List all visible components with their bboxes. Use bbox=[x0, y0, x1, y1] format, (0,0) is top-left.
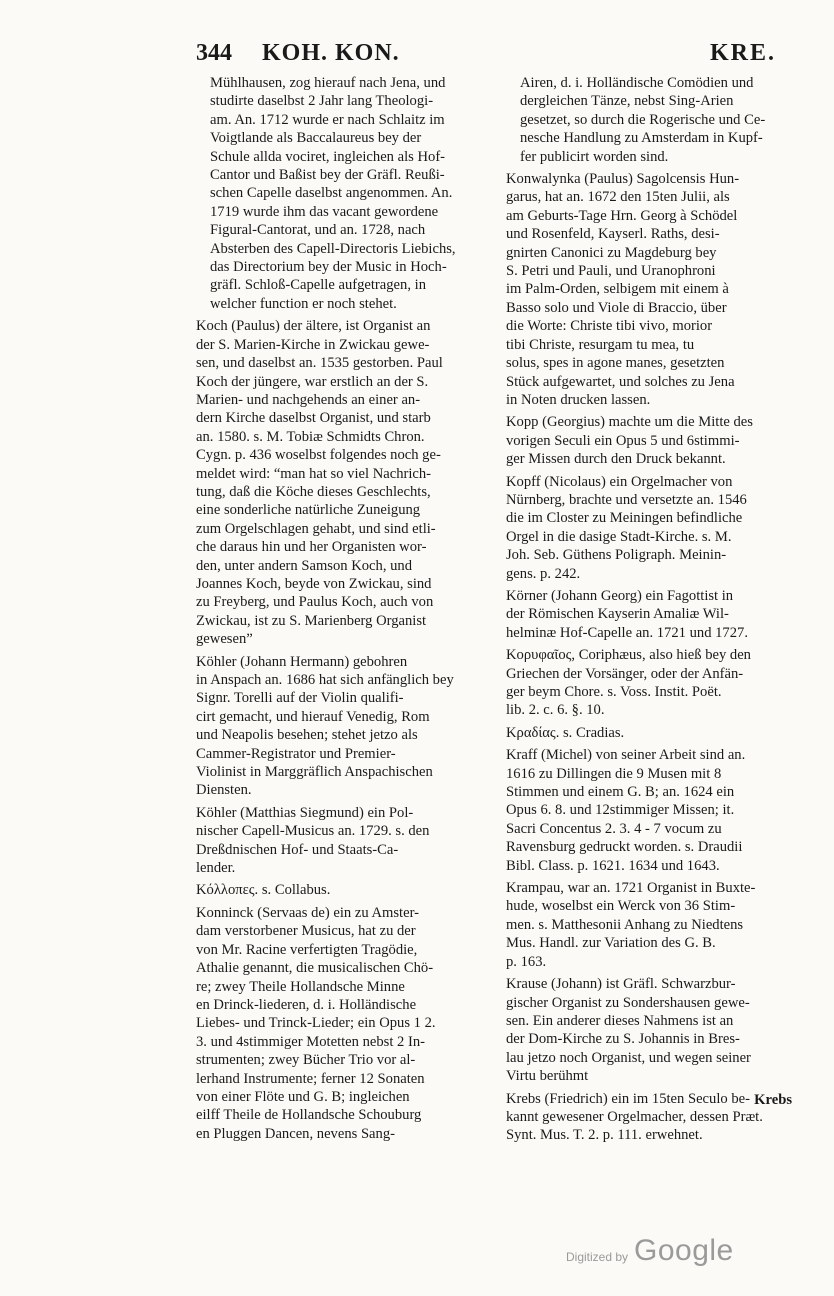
text-line: schen Capelle daselbst angenommen. An. bbox=[210, 185, 453, 202]
text-line: ger beym Chore. s. Voss. Instit. Poët. bbox=[506, 684, 722, 700]
dictionary-entry bbox=[506, 170, 794, 409]
text-line: gesetzet, so durch die Rogerische und Ce- bbox=[520, 111, 766, 128]
text-line: Nürnberg, brachte und versetzte an. 1546 bbox=[506, 491, 747, 508]
text-line: welcher function er noch stehet. bbox=[210, 295, 397, 312]
text-line: garus, hat an. 1672 den 15ten Julii, als bbox=[506, 189, 730, 206]
text-line: Marien- und nachgehends an einer an- bbox=[196, 391, 421, 408]
text-line: en Pluggen Dancen, nevens Sang- bbox=[196, 1125, 395, 1142]
text-line: Opus 6. 8. und 12stimmiger Missen; it. bbox=[506, 802, 735, 819]
left-column bbox=[196, 74, 488, 1147]
dictionary-entry bbox=[506, 646, 794, 720]
text-line: Konwalynka (Paulus) Sagolcensis Hun- bbox=[506, 171, 740, 188]
google-logo: Google bbox=[634, 1234, 734, 1267]
text-line: kannt gewesener Orgelmacher, dessen Præt. bbox=[506, 1108, 763, 1125]
text-line: Krampau, war an. 1721 Organist in Buxte- bbox=[506, 880, 756, 897]
text-line: Synt. Mus. T. 2. p. 111. erwehnet. bbox=[506, 1127, 703, 1144]
watermark-prefix: Digitized by bbox=[566, 1250, 629, 1264]
text-line: in Noten drucken lassen. bbox=[506, 391, 651, 408]
text-line: Diensten. bbox=[196, 782, 252, 799]
text-line: Sacri Concentus 2. 3. 4 - 7 vocum zu bbox=[506, 820, 722, 837]
text-line: sen, und daselbst an. 1535 gestorben. Paul bbox=[196, 355, 443, 372]
text-line: dern Kirche daselbst Organist, und starb bbox=[196, 410, 431, 427]
text-line: an. 1580. s. M. Tobiæ Schmidts Chron. bbox=[196, 428, 425, 445]
text-line: ger Missen durch den Druck bekannt. bbox=[506, 451, 726, 468]
text-line: zu Freyberg, und Paulus Koch, auch von bbox=[196, 594, 434, 611]
text-line: gräfl. Schloß-Capelle aufgetragen, in bbox=[210, 277, 426, 294]
text-line: men. s. Matthesonii Anhang zu Niedtens bbox=[506, 916, 744, 933]
text-line: Airen, d. i. Holländische Comödien und bbox=[520, 75, 754, 91]
text-line: Mus. Handl. zur Variation des G. B. bbox=[506, 935, 716, 952]
text-line: nesche Handlung zu Amsterdam in Kupf- bbox=[520, 130, 763, 147]
text-line: Krebs (Friedrich) ein im 15ten Seculo be- bbox=[506, 1090, 750, 1107]
right-column bbox=[506, 74, 794, 1149]
text-line: vorigen Seculi ein Opus 5 und 6stimmi- bbox=[506, 432, 740, 449]
text-line: 3. und 4stimmiger Motetten nebst 2 In- bbox=[196, 1033, 426, 1050]
text-line: 1719 wurde ihm das vacant gewordene bbox=[210, 203, 439, 220]
text-line: 1616 zu Dillingen die 9 Musen mit 8 bbox=[506, 765, 722, 782]
text-line: Stimmen und einem G. B; an. 1624 ein bbox=[506, 784, 735, 801]
text-line: den, unter andern Samson Koch, und bbox=[196, 557, 413, 574]
text-line: Κορυφαῖος, Coriphæus, also hieß bey den bbox=[506, 647, 751, 664]
text-line: gischer Organist zu Sondershausen gewe- bbox=[506, 994, 750, 1011]
text-line: Konninck (Servaas de) ein zu Amster- bbox=[196, 904, 420, 921]
text-line: Köhler (Johann Hermann) gebohren bbox=[196, 653, 408, 670]
text-line: und Neapolis besehen; stehet jetzo als bbox=[196, 727, 418, 744]
text-line: die im Closter zu Meiningen befindliche bbox=[506, 510, 743, 527]
text-line: en Drinck-liederen, d. i. Holländische bbox=[196, 996, 417, 1013]
text-line: dam verstorbener Musicus, hat zu der bbox=[196, 923, 416, 940]
text-line: Virtu berühmt bbox=[506, 1068, 589, 1085]
text-line: Cammer-Registrator und Premier- bbox=[196, 745, 396, 762]
text-line: Dreßdnischen Hof- und Staats-Ca- bbox=[196, 841, 399, 858]
text-line: tung, daß die Köche dieses Geschlechts, bbox=[196, 483, 431, 500]
text-line: Signr. Torelli auf der Violin qualifi- bbox=[196, 690, 404, 707]
text-line: Bibl. Class. p. 1621. 1634 und 1643. bbox=[506, 857, 720, 874]
text-line: von einer Flöte und G. B; ingleichen bbox=[196, 1088, 410, 1105]
text-line: lau jetzo noch Organist, und wegen seiner bbox=[506, 1049, 751, 1066]
text-line: eine sonderliche natürliche Zuneigung bbox=[196, 502, 421, 519]
dictionary-entry bbox=[506, 975, 794, 1085]
text-line: studirte daselbst 2 Jahr lang Theologi- bbox=[210, 93, 434, 110]
text-line: Voigtlande als Baccalaureus bey der bbox=[210, 130, 422, 147]
text-line: Mühlhausen, zog hierauf nach Jena, und bbox=[210, 75, 446, 91]
dictionary-entry bbox=[506, 746, 794, 875]
text-line: Cantor und Baßist bey der Gräfl. Reußi- bbox=[210, 167, 445, 184]
text-line: re; zwey Theile Hollandsche Minne bbox=[196, 978, 405, 995]
dictionary-entry bbox=[196, 653, 488, 800]
text-line: Figural-Cantorat, und an. 1728, nach bbox=[210, 222, 426, 239]
text-line: sen. Ein anderer dieses Nahmens ist an bbox=[506, 1012, 734, 1029]
text-line: zum Orgelschlagen gehabt, und sind etli- bbox=[196, 520, 436, 537]
dictionary-entry bbox=[196, 904, 488, 1143]
text-line: Cygn. p. 436 woselbst folgendes noch ge- bbox=[196, 447, 441, 464]
text-line: fer publicirt worden sind. bbox=[520, 148, 669, 165]
text-line: die Worte: Christe tibi vivo, morior bbox=[506, 318, 713, 335]
text-line: Kraff (Michel) von seiner Arbeit sind an. bbox=[506, 747, 746, 764]
text-line: im Palm-Orden, selbigem mit einem à bbox=[506, 281, 729, 298]
text-line: Κραδίας. s. Cradias. bbox=[506, 724, 625, 741]
page-number: 344 bbox=[196, 40, 232, 66]
text-line: tibi Christe, resurgam tu mea, tu bbox=[506, 336, 695, 353]
header-left-title: KOH. KON. bbox=[262, 40, 400, 66]
continued-entry bbox=[506, 74, 794, 166]
text-line: am Geburts-Tage Hrn. Georg à Schödel bbox=[506, 207, 738, 224]
text-line: Absterben des Capell-Directoris Liebichs, bbox=[210, 240, 456, 257]
running-header bbox=[196, 40, 796, 68]
text-line: lib. 2. c. 6. §. 10. bbox=[506, 702, 605, 719]
text-line: dergleichen Tänze, nebst Sing-Arien bbox=[520, 93, 734, 110]
dictionary-entry bbox=[506, 724, 794, 742]
continued-entry bbox=[196, 74, 488, 313]
text-line: Koch (Paulus) der ältere, ist Organist an bbox=[196, 318, 431, 335]
text-line: der Dom-Kirche zu S. Johannis in Bres- bbox=[506, 1031, 740, 1048]
text-line: Joh. Seb. Güthens Poligraph. Meinin- bbox=[506, 547, 727, 564]
text-line: S. Petri und Pauli, und Uranophroni bbox=[506, 263, 716, 280]
text-line: das Directorium bey der Music in Hoch- bbox=[210, 259, 447, 276]
text-line: Köhler (Matthias Siegmund) ein Pol- bbox=[196, 804, 414, 821]
catchword: Krebs bbox=[754, 1092, 792, 1108]
text-line: eilff Theile de Hollandsche Schouburg bbox=[196, 1107, 422, 1124]
text-line: Schule allda vociret, ingleichen als Hof- bbox=[210, 148, 446, 165]
text-line: nischer Capell-Musicus an. 1729. s. den bbox=[196, 823, 430, 840]
text-line: Orgel in die dasige Stadt-Kirche. s. M. bbox=[506, 528, 732, 545]
text-line: Kopff (Nicolaus) ein Orgelmacher von bbox=[506, 473, 733, 490]
text-line: der S. Marien-Kirche in Zwickau gewe- bbox=[196, 336, 430, 353]
text-line: Krause (Johann) ist Gräfl. Schwarzbur- bbox=[506, 976, 736, 993]
text-line: che daraus hin und her Organisten wor- bbox=[196, 539, 427, 556]
text-line: am. An. 1712 wurde er nach Schlaitz im bbox=[210, 111, 445, 128]
text-line: Κόλλοπες. s. Collabus. bbox=[196, 882, 331, 899]
text-line: Stück aufgewartet, und solches zu Jena bbox=[506, 373, 735, 390]
text-line: in Anspach an. 1686 hat sich anfänglich bey bbox=[196, 672, 454, 688]
text-line: von Mr. Racine verfertigten Tragödie, bbox=[196, 941, 418, 958]
text-line: Griechen der Vorsänger, oder der Anfän- bbox=[506, 665, 744, 682]
text-line: hude, woselbst ein Werck von 36 Stim- bbox=[506, 898, 736, 915]
text-line: Kopp (Georgius) machte um die Mitte des bbox=[506, 414, 753, 431]
dictionary-entry bbox=[196, 881, 488, 899]
text-line: solus, spes in agone manes, gesetzten bbox=[506, 355, 725, 372]
text-line: strumenten; zwey Bücher Trio vor al- bbox=[196, 1052, 416, 1069]
text-line: Körner (Johann Georg) ein Fagottist in bbox=[506, 587, 734, 604]
dictionary-entry bbox=[506, 587, 794, 642]
text-line: lerhand Instrumente; ferner 12 Sonaten bbox=[196, 1070, 425, 1087]
dictionary-entry bbox=[506, 879, 794, 971]
header-right-title: KRE. bbox=[709, 40, 776, 66]
text-line: Basso solo und Viole di Braccio, über bbox=[506, 299, 727, 316]
text-line: p. 163. bbox=[506, 953, 547, 970]
dictionary-entry bbox=[506, 473, 794, 583]
dictionary-entry bbox=[506, 1090, 794, 1145]
text-line: der Römischen Kayserin Amaliæ Wil- bbox=[506, 606, 729, 623]
text-line: Violinist in Marggräflich Anspachischen bbox=[196, 764, 433, 781]
text-line: meldet wird: “man hat so viel Nachrich- bbox=[196, 465, 432, 482]
text-line: Koch der jüngere, war erstlich an der S. bbox=[196, 373, 429, 390]
dictionary-entry bbox=[506, 413, 794, 468]
text-line: Athalie genannt, die musicalischen Chö- bbox=[196, 960, 434, 977]
text-line: gnirten Canonici zu Magdeburg bey bbox=[506, 244, 717, 261]
text-line: Liebes- und Trinck-Lieder; ein Opus 1 2. bbox=[196, 1015, 436, 1032]
text-line: Zwickau, ist zu S. Marienberg Organist bbox=[196, 612, 427, 629]
text-line: lender. bbox=[196, 860, 236, 877]
text-line: und Rosenfeld, Kayserl. Raths, desi- bbox=[506, 226, 720, 243]
text-line: gens. p. 242. bbox=[506, 565, 581, 582]
text-line: cirt gemacht, und hierauf Venedig, Rom bbox=[196, 708, 430, 725]
dictionary-entry bbox=[196, 804, 488, 878]
text-line: gewesen” bbox=[196, 631, 253, 648]
dictionary-entry bbox=[196, 317, 488, 648]
text-line: Ravensburg gedruckt worden. s. Draudii bbox=[506, 839, 743, 856]
text-line: helminæ Hof-Capelle an. 1721 und 1727. bbox=[506, 624, 748, 641]
text-line: Joannes Koch, beyde von Zwickau, sind bbox=[196, 575, 432, 592]
